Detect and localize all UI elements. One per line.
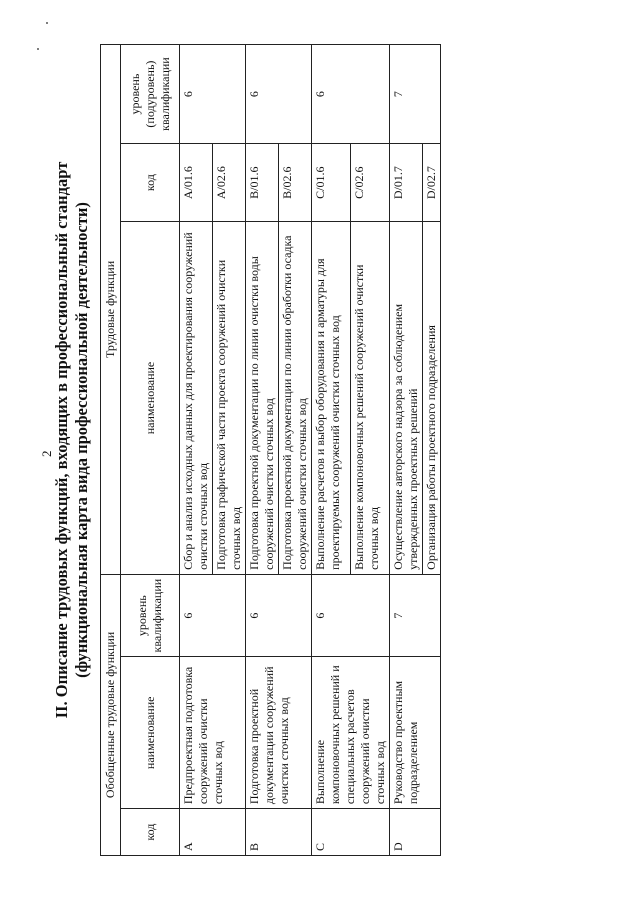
table-header-row-2 xyxy=(121,45,180,856)
title-line-1: II. Описание трудовых функций, входящих в профессиональный стандарт xyxy=(52,161,71,719)
generalized-name: Подготовка проектной документации сооружений очистки сточных вод xyxy=(246,657,312,809)
generalized-name: Руководство проектным подразделением xyxy=(390,657,441,809)
header-generalized-functions: Обобщенные трудовые функции xyxy=(101,574,121,855)
table-row xyxy=(312,45,351,856)
table-row xyxy=(246,45,279,856)
header-sublevel: уровень (подуровень) квалификации xyxy=(121,45,180,144)
function-name: Организация работы проектного подразделения xyxy=(423,222,441,575)
function-name: Подготовка проектной документации по линии обработки осадка сооружений очистки сточных вод xyxy=(279,222,312,575)
function-code: D/01.7 xyxy=(390,144,423,222)
generalized-code: D xyxy=(390,809,441,856)
generalized-name: Предпроектная подготовка сооружений очистки сточных вод xyxy=(180,657,246,809)
function-name: Сбор и анализ исходных данных для проектирования сооружений очистки сточных вод xyxy=(180,222,213,575)
function-level: 6 xyxy=(180,45,246,144)
function-code: C/02.6 xyxy=(351,144,390,222)
header-function-code: код xyxy=(121,144,180,222)
function-code: A/02.6 xyxy=(213,144,246,222)
scan-speck xyxy=(37,48,39,50)
function-name: Выполнение компоновочных решений сооружений очистки сточных вод xyxy=(351,222,390,575)
header-function-name: наименование xyxy=(121,222,180,575)
functional-map-table xyxy=(100,44,441,856)
function-level: 7 xyxy=(390,45,441,144)
function-level: 6 xyxy=(246,45,312,144)
page-title xyxy=(52,60,92,820)
generalized-code: A xyxy=(180,809,246,856)
scan-speck xyxy=(46,22,48,24)
generalized-code: B xyxy=(246,809,312,856)
title-line-2: (функциональная карта вида профессиональной деятельности) xyxy=(72,202,91,678)
table-header-row-1 xyxy=(101,45,121,856)
function-name: Осуществление авторского надзора за соблюдением утвержденных проектных решений xyxy=(390,222,423,575)
document-page xyxy=(0,10,640,880)
function-code: B/02.6 xyxy=(279,144,312,222)
function-code: C/01.6 xyxy=(312,144,351,222)
generalized-level: 6 xyxy=(312,574,390,657)
generalized-level: 6 xyxy=(180,574,246,657)
generalized-level: 6 xyxy=(246,574,312,657)
header-labor-functions: Трудовые функции xyxy=(101,45,121,575)
function-code: B/01.6 xyxy=(246,144,279,222)
table-row xyxy=(390,45,423,856)
generalized-level: 7 xyxy=(390,574,441,657)
function-name: Подготовка графической части проекта сооружений очистки сточных вод xyxy=(213,222,246,575)
header-name: наименование xyxy=(121,657,180,809)
table-row xyxy=(180,45,213,856)
function-name: Подготовка проектной документации по линии очистки воды сооружений очистки сточных вод xyxy=(246,222,279,575)
generalized-name: Выполнение компоновочных решений и специальных расчетов сооружений очистки сточных вод xyxy=(312,657,390,809)
function-level: 6 xyxy=(312,45,390,144)
function-name: Выполнение расчетов и выбор оборудования и арматуры для проектируемых сооружений очистки сточных вод xyxy=(312,222,351,575)
page-number: 2 xyxy=(39,450,54,457)
header-code: код xyxy=(121,809,180,856)
generalized-code: C xyxy=(312,809,390,856)
function-code: D/02.7 xyxy=(423,144,441,222)
header-level: уровень квалификации xyxy=(121,574,180,657)
function-code: A/01.6 xyxy=(180,144,213,222)
